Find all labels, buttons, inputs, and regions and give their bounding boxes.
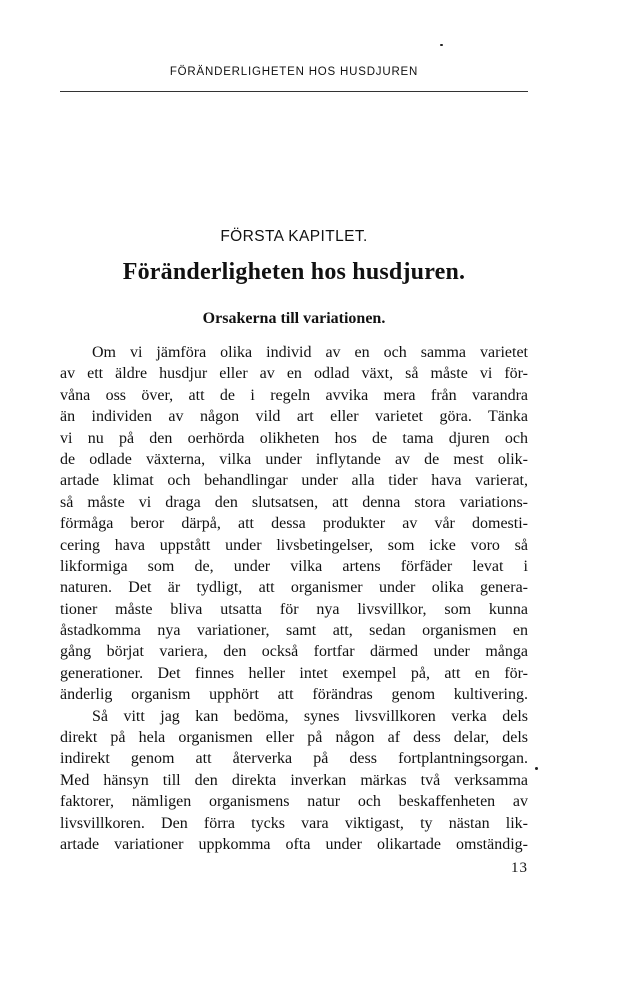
text-line: livsvillkoren. Den förra tycks vara viktigast, ty nästan lik- (60, 814, 528, 832)
page-number: 13 (511, 860, 528, 876)
header-rule (60, 91, 528, 92)
text-line: artade variationer uppkomma ofta under olikartade omständig- (60, 835, 528, 853)
text-line: faktorer, nämligen organismens natur och beskaffenheten av (60, 793, 528, 811)
scan-speck (440, 44, 443, 46)
chapter-label: FÖRSTA KAPITLET. (220, 228, 368, 245)
scan-speck (535, 767, 538, 770)
text-line: änderlig organism upphört att förändras genom kultivering. (60, 686, 528, 704)
text-line: så måste vi draga den slutsatsen, att denna stora variations- (60, 493, 528, 511)
text-line: artade klimat och behandlingar under alla tider hava varierat, (60, 472, 528, 490)
section-title: Orsakerna till variationen. (202, 310, 386, 327)
text-line: tioner måste bliva utsatta för nya livsvillkor, som kunna (60, 600, 528, 618)
text-line: förmåga beror därpå, att dessa produkter av vår domesti- (60, 515, 528, 533)
text-line: gång börjat variera, den också fortfar därmed under många (60, 643, 528, 661)
text-line: cering hava uppstått under livsbetingelser, som icke voro så (60, 536, 528, 554)
text-line: Om vi jämföra olika individ av en och samma varietet (92, 344, 528, 361)
text-line: av ett äldre husdjur eller av en odlad växt, så måste vi för- (60, 365, 528, 383)
text-line: åstadkomma nya variationer, samt att, sedan organismen en (60, 622, 528, 640)
text-line: de odlade växterna, vilka under inflytande av de mest olik- (60, 450, 528, 468)
text-line: våna oss över, att de i regeln avvika mera från varandra (60, 386, 528, 404)
text-line: vi nu på den oerhörda olikheten hos de tama djuren och (60, 429, 528, 447)
running-head: FÖRÄNDERLIGHETEN HOS HUSDJUREN (169, 66, 419, 78)
text-line: likformiga som de, under vilka artens förfäder levat i (60, 557, 528, 575)
text-line: direkt på hela organismen eller på någon af dess delar, dels (60, 729, 528, 747)
chapter-title: Föränderligheten hos husdjuren. (122, 259, 466, 285)
text-line: indirekt genom att återverka på dess fortplantningsorgan. (60, 750, 528, 768)
text-line: Med hänsyn till den direkta inverkan märkas två verksamma (60, 771, 528, 789)
text-line: naturen. Det är tydligt, att organismer under olika genera- (60, 579, 528, 597)
body-text (60, 342, 528, 855)
text-line: än individen av någon vild art eller varietet göra. Tänka (60, 408, 528, 426)
text-line: Så vitt jag kan bedöma, synes livsvillkoren verka dels (92, 707, 528, 725)
text-line: generationer. Det finnes heller intet exempel på, att en för- (60, 664, 528, 682)
